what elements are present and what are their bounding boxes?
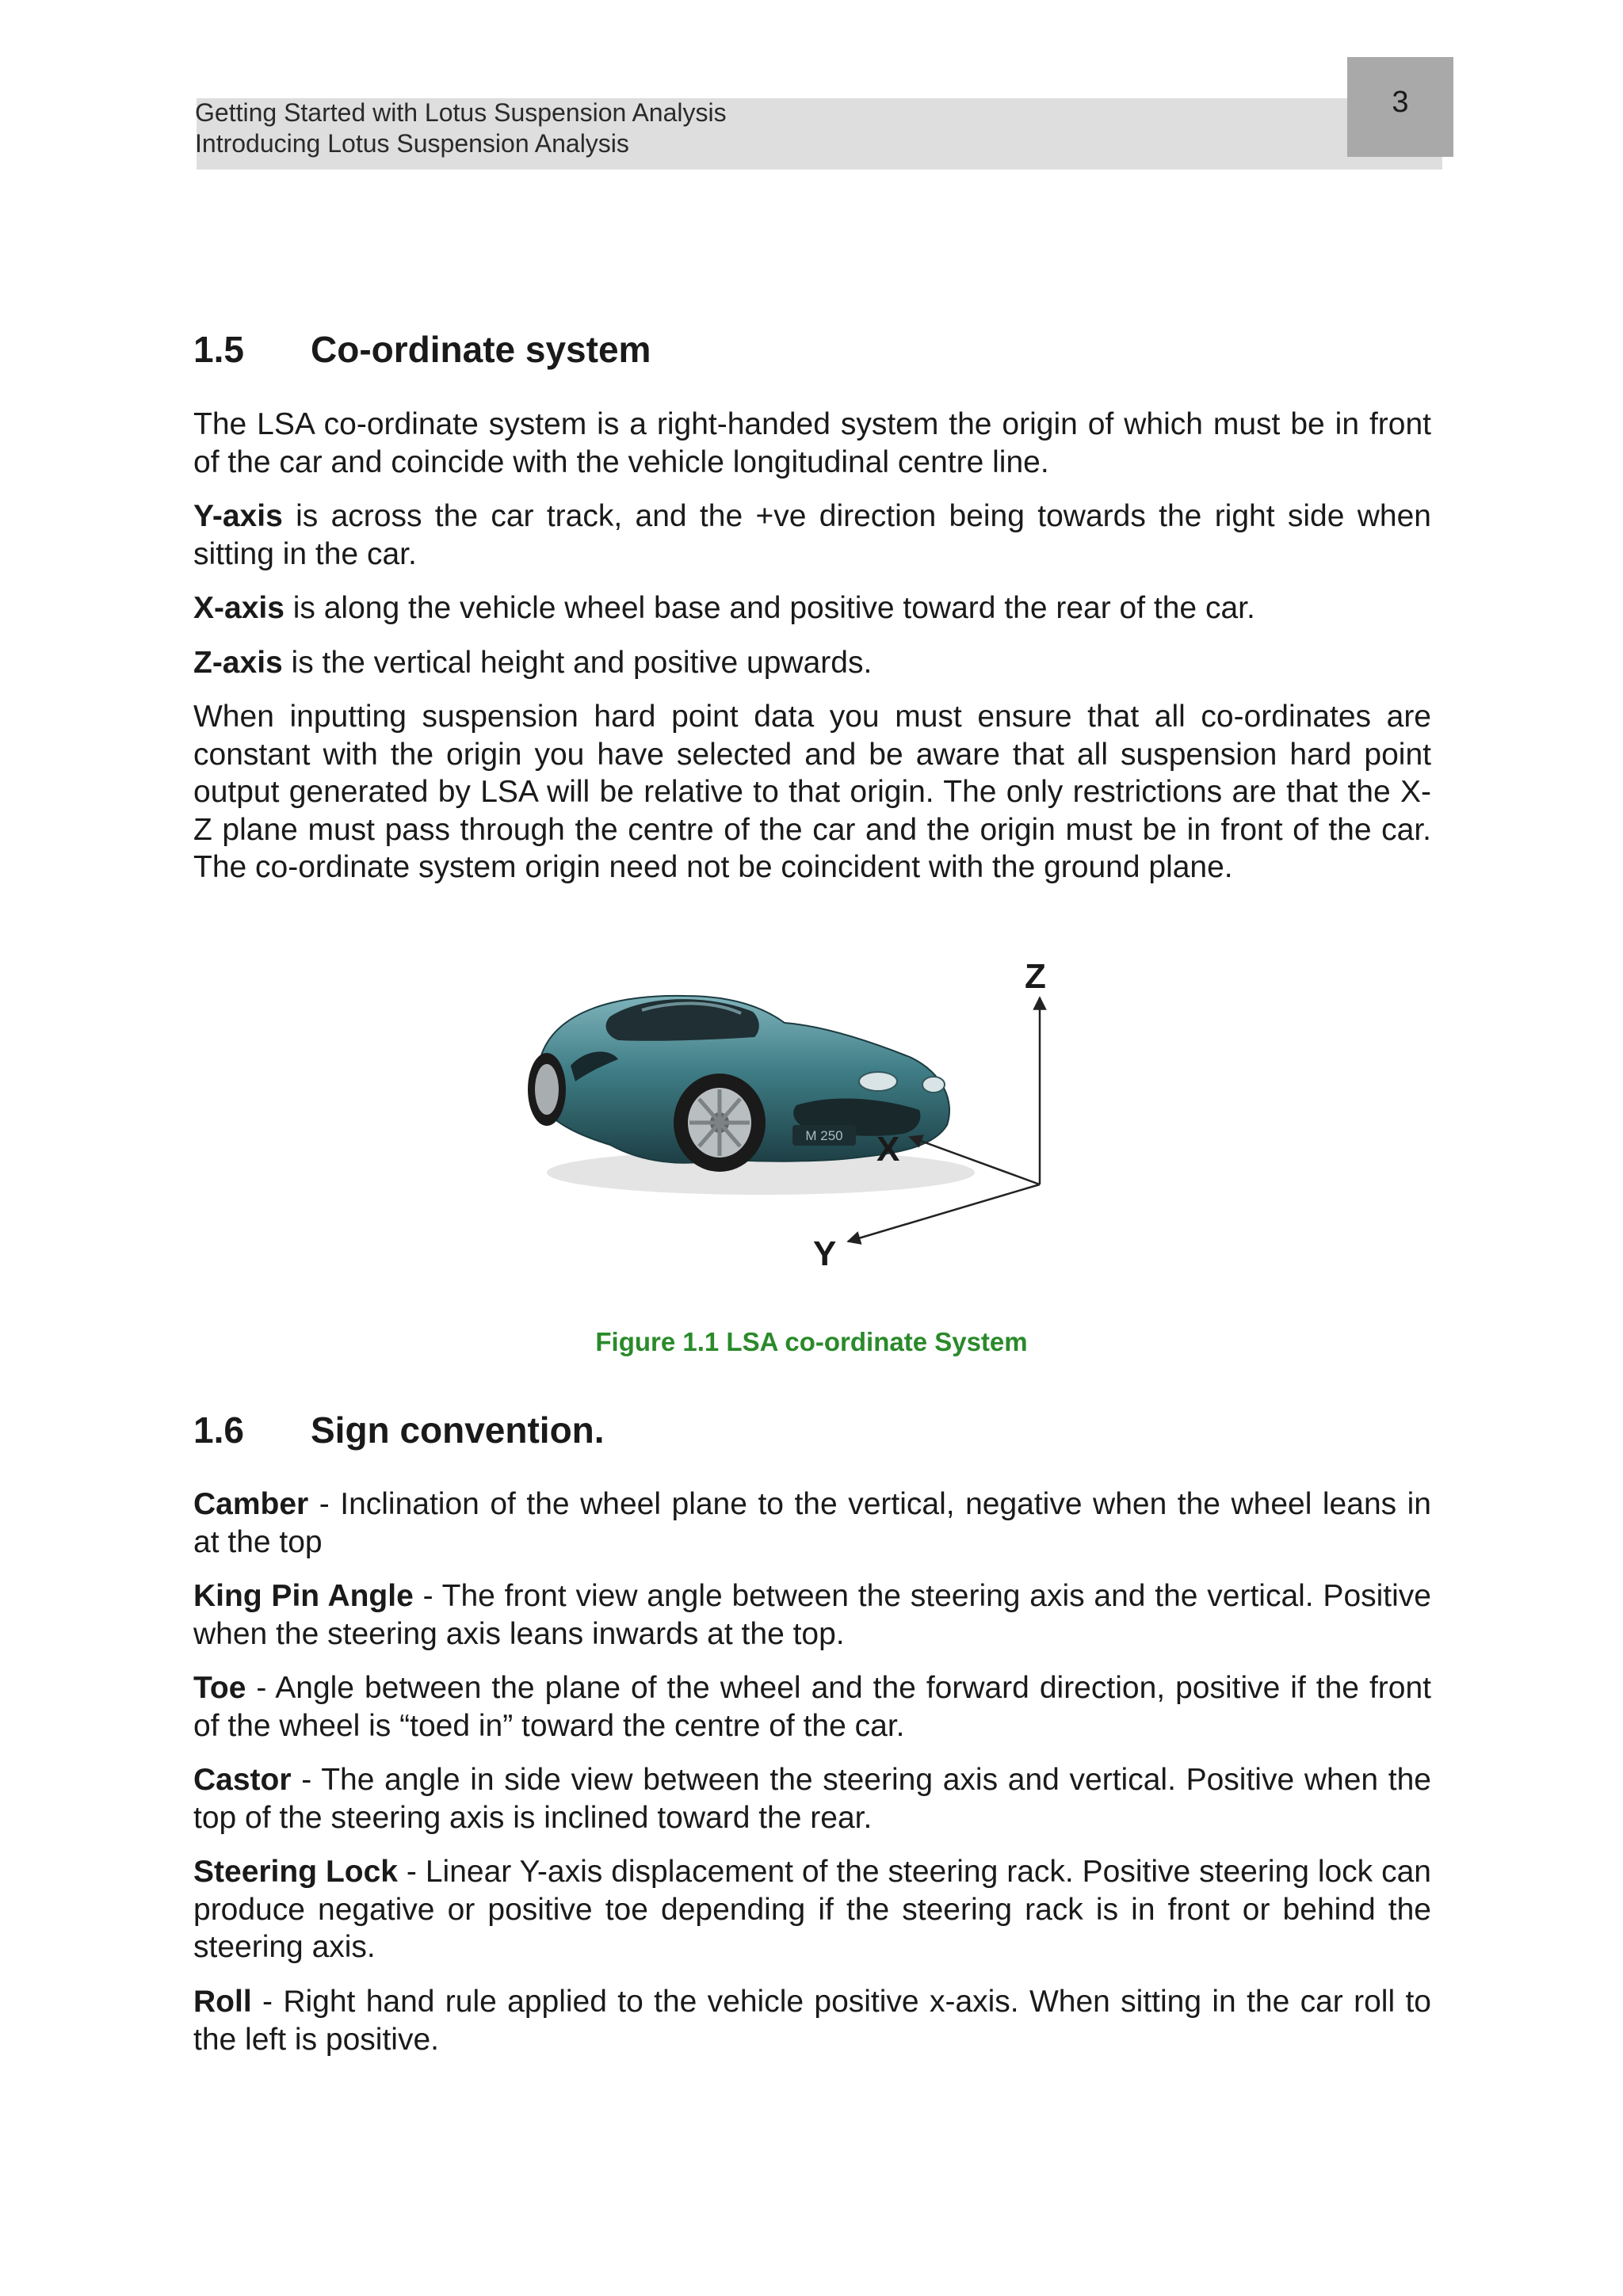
term-castor: Castor [193,1763,292,1797]
definition-y-axis: is across the car track, and the +ve direction being towards the right side when sitting in the car. [193,499,1431,571]
definition-toe [193,1669,1431,1745]
section-title: Sign convention. [311,1409,605,1451]
definition-text: - The front view angle between the steering axis and the vertical. Positive when the steering axis leans inwards at the top. [193,1579,1431,1651]
paragraph-hard-point-data: When inputting suspension hard point data you must ensure that all co-ordinates are constant with the origin you have selected and be aware that all suspension hard point output generated by LSA will be relative to that origin. The only restrictions are that the X-Z plane must pass through the centre of the car and the origin must be in front of the car. The co-ordinate system origin need not be coincident with the ground plane. [193,700,1431,884]
paragraph-z-axis [193,644,1431,682]
header-document-title: Getting Started with Lotus Suspension Analysis [195,98,727,127]
figure-coordinate-system [523,955,1094,1303]
x-axis-label: X [876,1130,900,1169]
term-roll: Roll [193,1985,252,2019]
license-plate: M 250 [805,1128,843,1143]
header-chapter-title: Introducing Lotus Suspension Analysis [195,129,629,158]
definition-text: - Inclination of the wheel plane to the vertical, negative when the wheel leans in at the top [193,1487,1431,1559]
section-heading-1-6 [193,1409,605,1451]
section-number: 1.6 [193,1409,244,1451]
definition-text: - Linear Y-axis displacement of the steering rack. Positive steering lock can produce negative or positive toe depending if the steering rack is in front or behind the steering axis. [193,1855,1431,1964]
paragraph-x-axis [193,589,1431,627]
definition-z-axis: is the vertical height and positive upwards. [282,646,873,680]
page-number: 3 [1347,57,1453,157]
paragraph-intro: The LSA co-ordinate system is a right-handed system the origin of which must be in front of the car and coincide with the vehicle longitudinal centre line. [193,407,1431,479]
section-title: Co-ordinate system [311,329,651,370]
term-y-axis: Y-axis [193,499,283,533]
term-king-pin-angle: King Pin Angle [193,1579,414,1613]
definition-text: - Angle between the plane of the wheel and the forward direction, positive if the front of the wheel is “toed in” toward the centre of the car. [193,1671,1431,1743]
paragraph-y-axis [193,498,1431,573]
definition-camber [193,1486,1431,1561]
term-camber: Camber [193,1487,309,1521]
definition-x-axis: is along the vehicle wheel base and positive toward the rear of the car. [284,591,1255,625]
z-axis-label: Z [1025,957,1046,996]
definition-roll [193,1983,1431,2058]
definition-steering-lock [193,1853,1431,1966]
rear-wheel [528,1053,566,1126]
definition-text: - The angle in side view between the steering axis and vertical. Positive when the top of the steering axis is inclined toward the rear. [193,1763,1431,1835]
term-steering-lock: Steering Lock [193,1855,398,1889]
definition-text: - Right hand rule applied to the vehicle positive x-axis. When sitting in the car roll to the left is positive. [193,1985,1431,2057]
section-heading-1-5 [193,328,651,371]
y-axis-label: Y [813,1234,837,1273]
definition-castor [193,1761,1431,1836]
term-toe: Toe [193,1671,246,1705]
front-wheel [674,1074,766,1172]
figure-caption: Figure 1.1 LSA co-ordinate System [595,1327,1028,1356]
term-z-axis: Z-axis [193,646,283,680]
section-number: 1.5 [193,329,244,370]
definition-king-pin-angle [193,1577,1431,1653]
car-illustration [528,996,975,1195]
term-x-axis: X-axis [193,591,285,625]
